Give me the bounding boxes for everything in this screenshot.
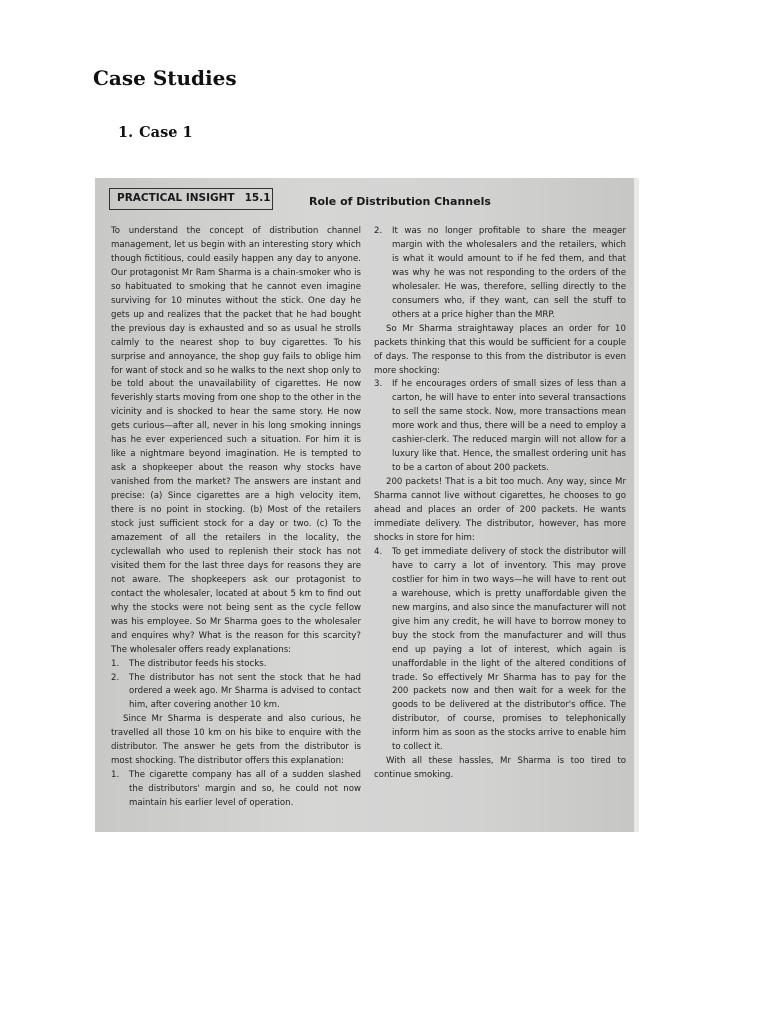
list-item <box>374 378 626 476</box>
list-number: 1. <box>111 658 120 669</box>
paragraph: With all these hassles, Mr Sharma is too tired to continue smoking. <box>374 756 626 781</box>
list-item <box>374 546 626 755</box>
scan-edge <box>634 178 639 832</box>
list-number: 2. <box>111 672 120 683</box>
list-number: 4. <box>374 546 383 557</box>
list-text: The distributor has not sent the stock that he had ordered a week ago. Mr Sharma is advised to contact him, after covering another 10 km. <box>129 672 361 711</box>
list-item <box>111 658 361 672</box>
scanned-page-image <box>95 178 639 832</box>
list-number: 3. <box>374 379 383 390</box>
list-item <box>111 769 361 811</box>
right-column <box>374 225 626 783</box>
list-number: 2. <box>374 226 383 236</box>
page-title: Case Studies <box>93 66 237 90</box>
list-item <box>374 225 626 323</box>
left-column <box>111 225 361 811</box>
list-number: 1. <box>111 770 120 781</box>
list-text: The cigarette company has all of a sudden slashed the distributors' margin and so, he could not now maintain his earlier level of operation. <box>129 770 361 809</box>
list-text: The distributor feeds his stocks. <box>129 658 267 669</box>
paragraph: Since Mr Sharma is desperate and also curious, he travelled all those 10 km on his bike to enquire with the distributor. The answer he gets from the distributor is most shocking. The distributor offers this explanation: <box>111 714 361 767</box>
practical-insight-box <box>109 188 273 210</box>
case-number: 1. <box>118 124 134 141</box>
insight-label: PRACTICAL INSIGHT <box>117 192 235 204</box>
list-item <box>111 672 361 714</box>
insight-title: Role of Distribution Channels <box>309 195 491 208</box>
paragraph: So Mr Sharma straightaway places an order for 10 packets thinking that this would be sufficient for a couple of days. The response to this from the distributor is even more shocking: <box>374 323 626 376</box>
paragraph: 200 packets! That is a bit too much. Any way, since Mr Sharma cannot live without cigarettes, he chooses to go ahead and places an order of 200 packets. He wants immediate delivery. The distributor, however, has more shocks in store for him: <box>374 477 626 543</box>
list-text: If he encourages orders of small sizes of less than a carton, he will have to enter into several transactions to sell the same stock. Now, more transactions mean more work and thus, there will be a need to employ a cashier-clerk. The reduced margin will not allow for a luxury like that. Hence, the smallest ordering unit has to be a carton of about 200 packets. <box>392 379 626 474</box>
list-text: To get immediate delivery of stock the distributor will have to carry a lot of inventory. This may prove costlier for him in two ways—he will have to rent out a warehouse, which is pretty unaffordable given the new margins, and also since the manufacturer will not give him any credit, he will have to borrow money to buy the stock from the manufacturer and will thus end up paying a lot of interest, which again is unaffordable in the light of the altered conditions of trade. So effectively Mr Sharma has to pay for the 200 packets now and then wait for a week for the goods to be delivered at the distributor's office. The distributor, of course, promises to telephonically inform him as soon as the stocks arrive to enable him to collect it. <box>392 546 626 753</box>
case-label: Case 1 <box>139 124 193 141</box>
case-list-item <box>118 124 193 141</box>
insight-number: 15.1 <box>244 192 271 204</box>
list-text: It was no longer profitable to share the meager margin with the wholesalers and the retailers, which is what it would amount to if he fed them, and that was why he was not responding to the orders of the wholesaler. He was, therefore, selling directly to the consumers who, if they want, can sell the stuff to others at a price higher than the MRP. <box>392 226 626 320</box>
intro-paragraph: To understand the concept of distribution channel management, let us begin with an interesting story which though fictitious, could easily happen any day to anyone. Our protagonist Mr Ram Sharma is a chain-smoker who is so habituated to smoking that he cannot even imagine surviving for 10 minutes without the stick. One day he gets up and realizes that the packet that he had bought the previous day is exhausted and so as usual he strolls calmly to the nearest shop to buy cigarettes. To his surprise and annoyance, the shop guy fails to oblige him for want of stock and so he walks to the next shop only to be told about the unavailability of cigarettes. He now feverishly starts moving from one shop to the other in the vicinity and is shocked to hear the same story. He now gets curious—after all, never in his long smoking innings has he ever experienced such a situation. For him it is like a nightmare beyond imagination. He is tempted to ask a shopkeeper about the reason why stocks have vanished from the market? The answers are instant and precise: (a) Since cigarettes are a high velocity item, there is no point in stocking. (b) Most of the retailers stock just sufficient stock for a day or two. (c) To the amazement of all the retailers in the locality, the cyclewallah who used to replenish their stock has not visited them for the last three days for reasons they are not aware. The shopkeepers ask our protagonist to contact the wholesaler, located at about 5 km to find out why the stocks were not being sent as the cycle fellow was his employee. So Mr Sharma goes to the wholesaler and enquires why? What is the reason for this scarcity? The wholesaler offers ready explanations: <box>111 226 362 655</box>
